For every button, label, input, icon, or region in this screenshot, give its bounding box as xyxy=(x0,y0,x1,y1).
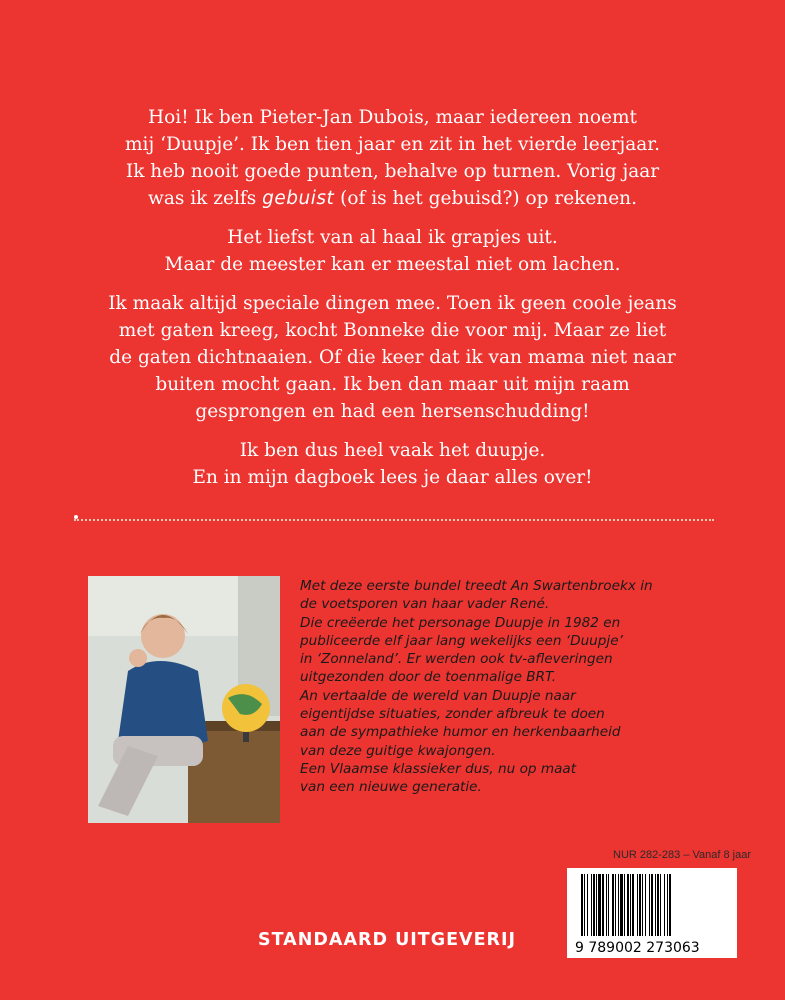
barcode-bar xyxy=(651,874,653,936)
blurb-line: Hoi! Ik ben Pieter-Jan Dubois, maar iedereen noemt xyxy=(148,107,637,128)
barcode-bar xyxy=(615,874,616,936)
author-bio xyxy=(300,577,760,797)
author-bio-line: Een Vlaamse klassieker dus, nu op maat xyxy=(300,760,577,777)
barcode-bar xyxy=(593,874,595,936)
barcode-bar xyxy=(637,874,638,936)
barcode-bar xyxy=(655,874,656,936)
barcode-bar xyxy=(667,874,668,936)
barcode-bar xyxy=(624,874,625,936)
author-bio-line: uitgezonden door de toenmalige BRT. xyxy=(300,669,557,686)
blurb-paragraph-3 xyxy=(60,290,725,425)
barcode-bar xyxy=(606,874,607,936)
author-bio-line: aan de sympathieke humor en herkenbaarheid xyxy=(300,724,621,741)
blurb-line: mij ‘Duupje’. Ik ben tien jaar en zit in het vierde leerjaar. xyxy=(125,134,660,155)
barcode-bar xyxy=(645,874,646,936)
blurb-line: En in mijn dagboek lees je daar alles over! xyxy=(192,467,593,488)
blurb-line: Ik ben dus heel vaak het duupje. xyxy=(239,440,546,461)
blurb-line: Maar de meester kan er meestal niet om lachen. xyxy=(164,254,621,275)
author-bio-line: An vertaalde de wereld van Duupje naar xyxy=(300,687,576,704)
dotted-divider xyxy=(74,519,714,521)
barcode-bar xyxy=(657,874,659,936)
barcode-bar xyxy=(627,874,629,936)
blurb-line: Ik heb nooit goede punten, behalve op turnen. Vorig jaar xyxy=(125,161,660,182)
barcode-bar xyxy=(664,874,665,936)
blurb-line: met gaten kreeg, kocht Bonneke die voor mij. Maar ze liet xyxy=(118,320,667,341)
blurb-paragraph-2 xyxy=(60,224,725,278)
blurb-text: was ik zelfs xyxy=(148,188,263,209)
handwritten-word: gebuist xyxy=(262,188,335,209)
barcode-graphic xyxy=(567,868,737,958)
author-bio-line: Die creëerde het personage Duupje in 1982 en xyxy=(300,614,621,631)
blurb-text: (of is het gebuisd?) op rekenen. xyxy=(334,188,637,209)
author-bio-line: van deze guitige kwajongen. xyxy=(300,742,496,759)
author-bio-line: Met deze eerste bundel treedt An Swartenbroekx in xyxy=(300,578,653,594)
isbn-digits: 9 789002 273063 xyxy=(575,940,700,956)
publisher-logo: STANDAARD UITGEVERIJ xyxy=(258,930,517,950)
author-bio-line: publiceerde elf jaar lang wekelijks een ‘Duupje’ xyxy=(300,632,623,649)
blurb-line xyxy=(60,185,725,212)
barcode-bar xyxy=(639,874,641,936)
barcode-bar xyxy=(587,874,588,936)
barcode-bar xyxy=(581,874,583,936)
barcode-bar xyxy=(591,874,592,936)
barcode-bar xyxy=(584,874,585,936)
author-bio-line: de voetsporen van haar vader René. xyxy=(300,596,550,613)
nur-age-label: NUR 282-283 – Vanaf 8 jaar xyxy=(613,849,751,861)
back-cover-blurb xyxy=(60,104,725,503)
blurb-line: gesprongen en had een hersenschudding! xyxy=(195,401,590,422)
barcode-bar xyxy=(608,874,609,936)
blurb-line: buiten mocht gaan. Ik ben dan maar uit mijn raam xyxy=(155,374,630,395)
barcode-bar xyxy=(649,874,650,936)
blurb-line: de gaten dichtnaaien. Of die keer dat ik van mama niet naar xyxy=(109,347,676,368)
blurb-line: Ik maak altijd speciale dingen mee. Toen ik geen coole jeans xyxy=(108,293,677,314)
barcode-bar xyxy=(660,874,661,936)
author-bio-line: in ‘Zonneland’. Er werden ook tv-afleveringen xyxy=(300,651,613,668)
barcode-bar xyxy=(620,874,623,936)
barcode-bar xyxy=(632,874,634,936)
barcode-bar xyxy=(630,874,631,936)
barcode-bar xyxy=(602,874,604,936)
barcode-bar xyxy=(669,874,671,936)
barcode-bar xyxy=(612,874,614,936)
barcode-bar xyxy=(596,874,597,936)
blurb-paragraph-1 xyxy=(60,104,725,212)
blurb-paragraph-4 xyxy=(60,437,725,491)
isbn-barcode xyxy=(567,868,737,958)
author-bio-line: van een nieuwe generatie. xyxy=(300,779,482,796)
author-bio-line: eigentijdse situaties, zonder afbreuk te doen xyxy=(300,706,605,723)
barcode-bar xyxy=(598,874,601,936)
barcode-bar xyxy=(642,874,643,936)
barcode-bar xyxy=(618,874,619,936)
author-photo xyxy=(88,576,280,823)
author-photo-illustration xyxy=(88,576,280,823)
blurb-line: Het liefst van al haal ik grapjes uit. xyxy=(227,227,558,248)
